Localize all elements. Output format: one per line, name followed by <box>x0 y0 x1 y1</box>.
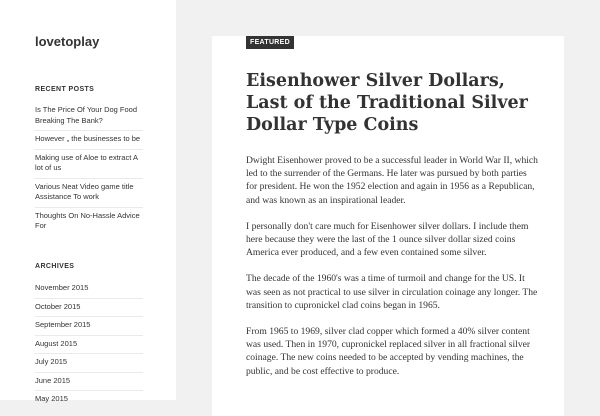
recent-posts-heading: RECENT POSTS <box>35 86 95 93</box>
post-paragraph: I personally don't care much for Eisenhower silver dollars. I include them here because they were the last of the 1 ounce silver dollar sized coins America ever produced, and a few even contained some silver. <box>246 220 529 259</box>
archives-list <box>35 283 143 409</box>
archives-heading: ARCHIVES <box>35 263 75 270</box>
archive-link[interactable]: August 2015 <box>35 335 143 354</box>
recent-post-link[interactable]: However „ the businesses to be <box>35 130 143 149</box>
recent-post-link[interactable]: Various Neat Video game title Assistance To work <box>35 178 143 207</box>
archive-link[interactable]: July 2015 <box>35 353 143 372</box>
post-paragraph: Dwight Eisenhower proved to be a successful leader in World War II, which led to the surrender of the Germans. He later was pursued by both parties for president. He won the 1952 election and again in 1956 as a Republican, and was known as an inspirational leader. <box>246 155 538 206</box>
archive-link[interactable]: November 2015 <box>35 283 89 292</box>
recent-post-link[interactable]: Making use of Aloe to extract A lot of us <box>35 149 143 178</box>
featured-badge: FEATURED <box>246 36 294 49</box>
sidebar <box>0 0 176 403</box>
archive-link[interactable]: October 2015 <box>35 298 143 317</box>
post-paragraph: The decade of the 1960's was a time of turmoil and change for the US. It was seen as not practical to use silver in circulation coinage any longer. The transition to cupronickel clad coins began in 1965. <box>246 273 538 311</box>
recent-posts-list <box>35 105 143 236</box>
archive-link[interactable]: September 2015 <box>35 316 143 335</box>
recent-post-link[interactable]: Thoughts On No-Hassle Advice For <box>35 207 143 236</box>
post-paragraph: From 1965 to 1969, silver clad copper which formed a 40% silver content was used. Then in 1970, cupronickel replaced silver in all fractional silver coinage. The new coins needed to be accepted by vending machines, the public, and be cost effective to produce. <box>246 326 531 377</box>
site-title[interactable]: lovetoplay <box>35 34 100 49</box>
recent-post-link[interactable]: Is The Price Of Your Dog Food Breaking The Bank? <box>35 105 138 125</box>
post-article <box>212 36 564 416</box>
post-content <box>246 154 538 391</box>
archive-link[interactable]: May 2015 <box>35 390 143 409</box>
post-title[interactable]: Eisenhower Silver Dollars, Last of the Traditional Silver Dollar Type Coins <box>246 71 528 135</box>
archive-link[interactable]: June 2015 <box>35 372 143 391</box>
